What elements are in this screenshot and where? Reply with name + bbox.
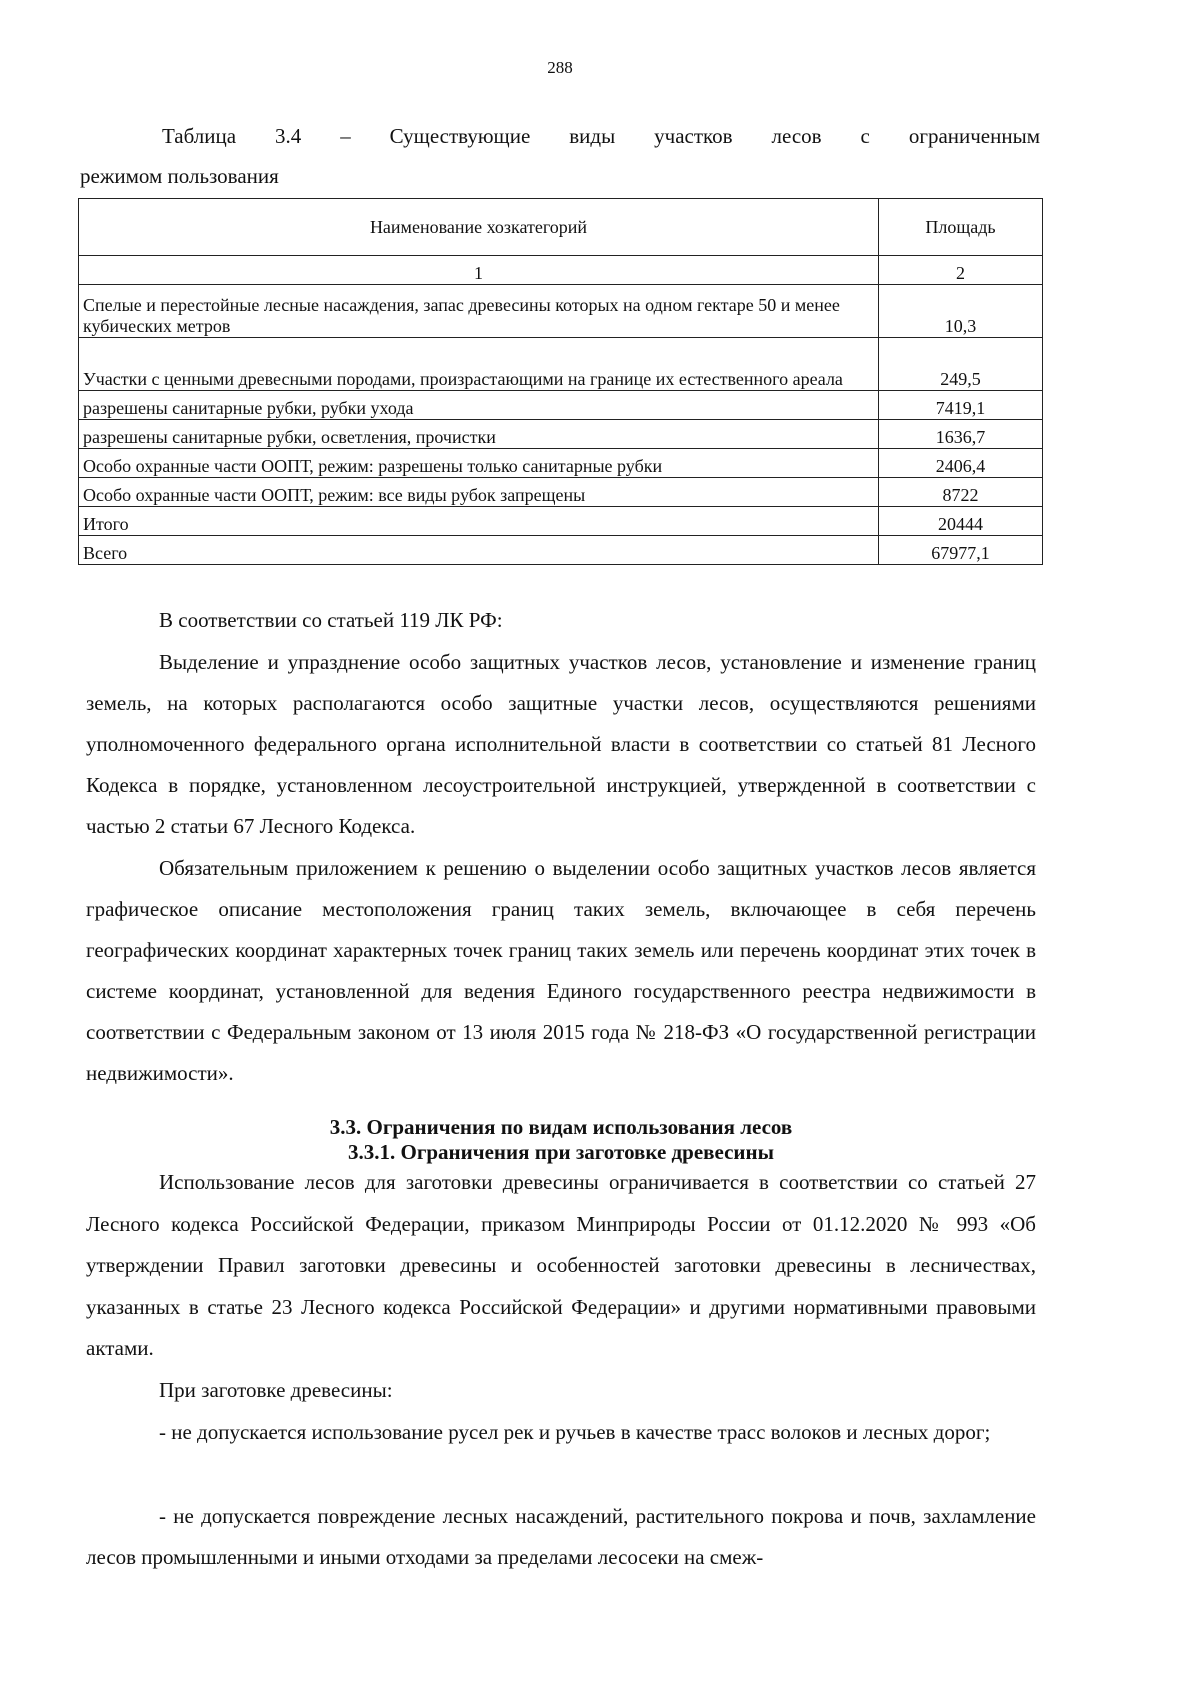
paragraph-text: Использование лесов для заготовки древесины ограничивается в соответствии со статьей 27 Лесного кодекса Российской Федерации, приказом Минприроды России от 01.12.2020 № 993 «Об утверждении Правил заготовки древесины и особенностей заготовки древесины в лесничествах, указанных в статье 23 Лесного кодекса Российской Федерации» и другими нормативными правовыми актами. — [86, 1170, 1036, 1360]
row-name: Итого — [79, 507, 879, 536]
table-row — [79, 338, 1043, 391]
table-row — [79, 391, 1043, 420]
table-row — [79, 478, 1043, 507]
row-area: 67977,1 — [879, 536, 1043, 565]
row-area: 249,5 — [879, 338, 1043, 391]
table-caption-line2: режимом пользования — [80, 164, 279, 188]
table-row — [79, 536, 1043, 565]
list-item — [86, 1412, 1036, 1453]
list-item — [86, 1496, 1036, 1578]
table-caption-line1: Таблица 3.4 – Существующие виды участков лесов с ограниченным — [162, 124, 1040, 148]
row-name: разрешены санитарные рубки, осветления, прочистки — [79, 420, 879, 449]
row-name: разрешены санитарные рубки, рубки ухода — [79, 391, 879, 420]
table-index-row — [79, 256, 1043, 285]
row-name: Особо охранные части ООПТ, режим: разрешены только санитарные рубки — [79, 449, 879, 478]
forest-areas-table — [78, 198, 1043, 565]
paragraph-article-119 — [86, 600, 1036, 641]
row-area: 10,3 — [879, 285, 1043, 338]
paragraph-text: В соответствии со статьей 119 ЛК РФ: — [159, 608, 503, 632]
row-name: Участки с ценными древесными породами, произрастающими на границе их естественного ареала — [79, 338, 879, 391]
row-area: 7419,1 — [879, 391, 1043, 420]
table-row — [79, 420, 1043, 449]
list-item-text: - не допускается повреждение лесных насаждений, растительного покрова и почв, захламление лесов промышленными и иными отходами за пределами лесосеки на смеж- — [86, 1504, 1036, 1569]
table-caption — [80, 116, 1040, 196]
paragraph-text: При заготовке древесины: — [159, 1378, 393, 1402]
paragraph-when-harvesting — [86, 1370, 1036, 1411]
list-item-text: - не допускается использование русел рек и ручьев в качестве трасс волоков и лесных дорог; — [159, 1420, 991, 1444]
table-row — [79, 507, 1043, 536]
row-name: Спелые и перестойные лесные насаждения, запас древесины которых на одном гектаре 50 и менее кубических метров — [79, 285, 879, 338]
table-header-row — [79, 199, 1043, 256]
paragraph-timber-harvesting — [86, 1162, 1036, 1370]
paragraph-text: Выделение и упразднение особо защитных участков лесов, установление и изменение границ земель, на которых располагаются особо защитные участки лесов, осуществляются решениями уполномоченного федерального органа исполнительной власти в соответствии со статьей 81 Лесного Кодекса в порядке, установленном лесоустроительной инструкцией, утвержденной в соответствии с частью 2 статьи 67 Лесного Кодекса. — [86, 650, 1036, 838]
paragraph-allocation — [86, 642, 1036, 847]
table-row — [79, 449, 1043, 478]
row-area: 20444 — [879, 507, 1043, 536]
row-name: Всего — [79, 536, 879, 565]
header-name: Наименование хозкатегорий — [79, 199, 879, 256]
index-cell: 2 — [879, 256, 1043, 285]
paragraph-text: Обязательным приложением к решению о выделении особо защитных участков лесов является графическое описание местоположения границ таких земель, включающее в себя перечень географических координат характерных точек границ таких земель или перечень координат этих точек в системе координат, установленной для ведения Единого государственного реестра недвижимости в соответствии с Федеральным законом от 13 июля 2015 года № 218-ФЗ «О государственной регистрации недвижимости». — [86, 856, 1036, 1085]
row-area: 2406,4 — [879, 449, 1043, 478]
index-cell: 1 — [79, 256, 879, 285]
page-number: 288 — [547, 58, 573, 77]
subsection-heading: 3.3.1. Ограничения при заготовке древесины — [348, 1140, 774, 1164]
header-area: Площадь — [879, 199, 1043, 256]
paragraph-mandatory-annex — [86, 848, 1036, 1094]
row-area: 8722 — [879, 478, 1043, 507]
row-name: Особо охранные части ООПТ, режим: все виды рубок запрещены — [79, 478, 879, 507]
table-row — [79, 285, 1043, 338]
row-area: 1636,7 — [879, 420, 1043, 449]
section-heading: 3.3. Ограничения по видам использования лесов — [329, 1115, 793, 1139]
